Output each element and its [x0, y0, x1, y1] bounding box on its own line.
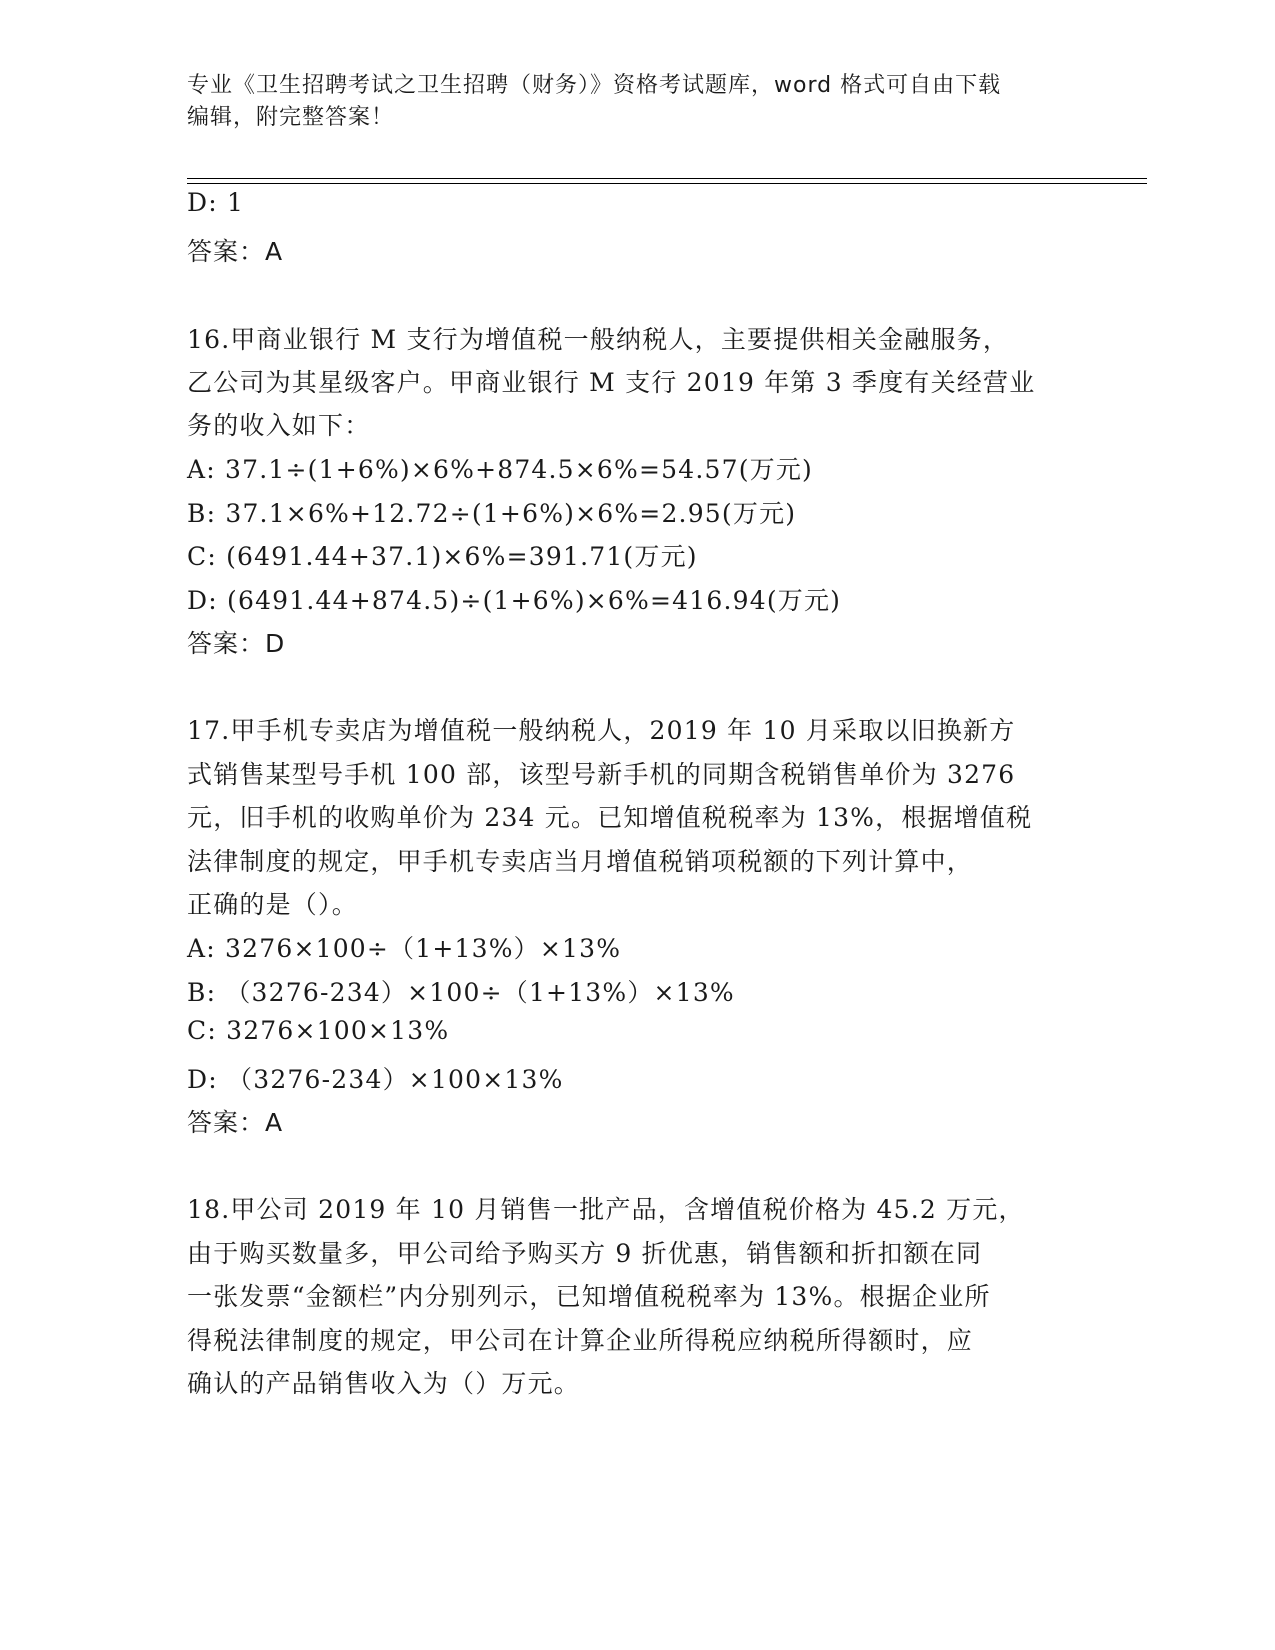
header-rule-bottom	[187, 183, 1147, 184]
q18-stem-line-2: 由于购买数量多，甲公司给予购买方 9 折优惠，销售额和折扣额在同	[187, 1239, 983, 1268]
q17-stem-line-4: 法律制度的规定，甲手机专卖店当月增值税销项税额的下列计算中，	[187, 847, 974, 876]
header-line-2: 编辑，附完整答案！	[187, 105, 395, 130]
header-line-1: 专业《卫生招聘考试之卫生招聘（财务）》资格考试题库，word 格式可自由下载	[187, 73, 1002, 98]
header-rule-top	[187, 178, 1147, 179]
q18-stem-line-1: 18.甲公司 2019 年 10 月销售一批产品，含增值税价格为 45.2 万元，	[187, 1195, 1025, 1224]
q18-stem-line-3: 一张发票“金额栏”内分别列示，已知增值税税率为 13%。根据企业所	[187, 1282, 991, 1311]
q18-stem-line-4: 得税法律制度的规定，甲公司在计算企业所得税应纳税所得额时，应	[187, 1326, 974, 1355]
prev-option-d: D: 1	[187, 188, 245, 217]
page-header	[187, 70, 1087, 134]
q17-answer: 答案：A	[187, 1108, 284, 1137]
q16-option-d: D: (6491.44+874.5)÷(1+6%)×6%=416.94(万元)	[187, 586, 842, 615]
q16-option-a: A: 37.1÷(1+6%)×6%+874.5×6%=54.57(万元)	[187, 455, 814, 484]
q17-option-a: A: 3276×100÷（1+13%）×13%	[187, 934, 622, 963]
q16-stem-line-3: 务的收入如下：	[187, 411, 371, 440]
q17-stem-line-1: 17.甲手机专卖店为增值税一般纳税人，2019 年 10 月采取以旧换新方	[187, 716, 1016, 745]
q17-option-d: D: （3276-234）×100×13%	[187, 1065, 564, 1094]
q16-option-b: B: 37.1×6%+12.72÷(1+6%)×6%=2.95(万元)	[187, 499, 797, 528]
q16-stem-line-1: 16.甲商业银行 M 支行为增值税一般纳税人，主要提供相关金融服务，	[187, 325, 1010, 354]
q16-answer: 答案：D	[187, 629, 286, 658]
q17-stem-line-5: 正确的是（）。	[187, 890, 358, 919]
q17-option-c: C: 3276×100×13%	[187, 1016, 450, 1045]
q18-stem-line-5: 确认的产品销售收入为（）万元。	[187, 1369, 581, 1398]
q17-stem-line-3: 元，旧手机的收购单价为 234 元。已知增值税税率为 13%，根据增值税	[187, 803, 1033, 832]
q17-option-b: B: （3276-234）×100÷（1+13%）×13%	[187, 978, 735, 1007]
q16-stem-line-2: 乙公司为其星级客户。甲商业银行 M 支行 2019 年第 3 季度有关经营业	[187, 368, 1036, 397]
prev-answer: 答案：A	[187, 237, 284, 266]
q16-option-c: C: (6491.44+37.1)×6%=391.71(万元)	[187, 542, 698, 571]
q17-stem-line-2: 式销售某型号手机 100 部，该型号新手机的同期含税销售单价为 3276	[187, 760, 1016, 789]
